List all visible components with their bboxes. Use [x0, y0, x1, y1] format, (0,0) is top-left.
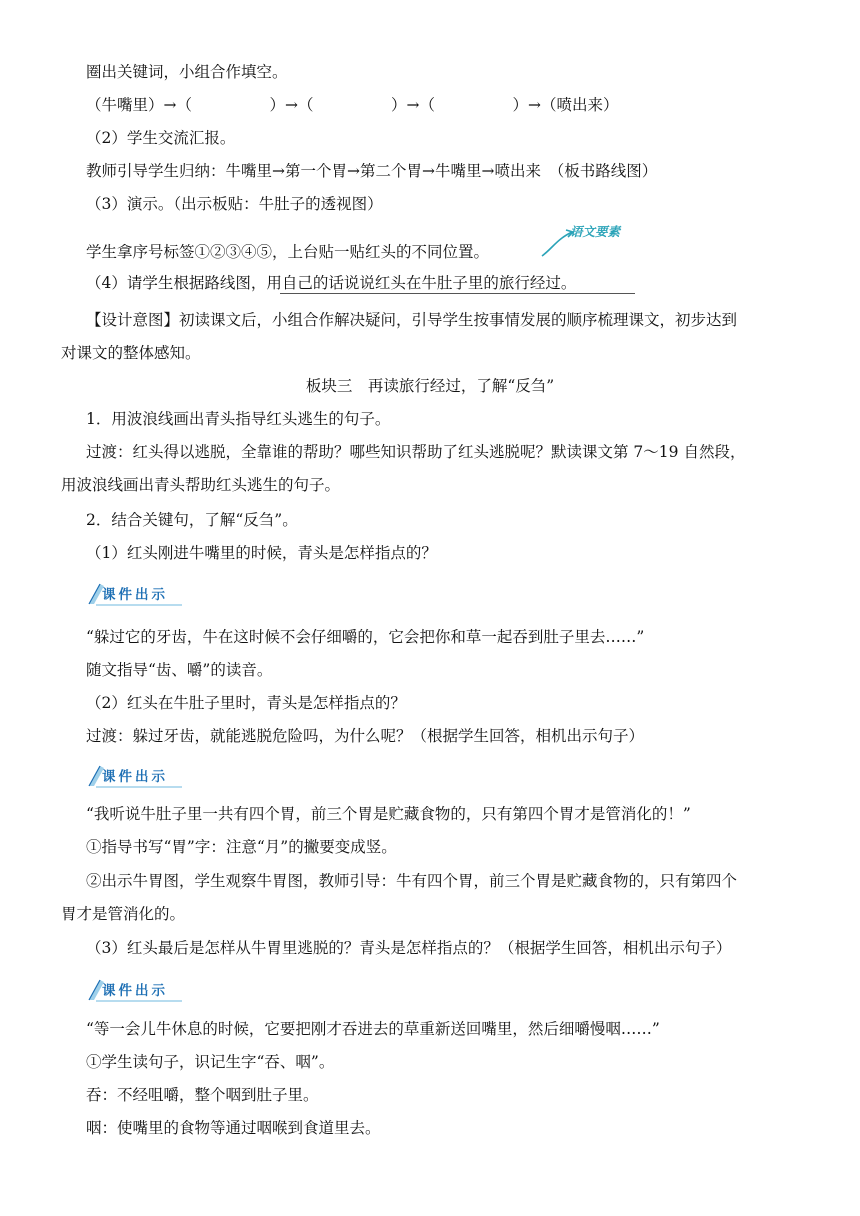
badge-label: 课件出示: [102, 587, 168, 603]
text-line: （4）请学生根据路线图，用自己的话说说红头在牛肚子里的旅行经过。: [86, 274, 577, 292]
text-line: 胃才是管消化的。: [61, 905, 186, 923]
underline: [280, 293, 635, 294]
quote-line: “等一会儿牛休息的时候，它要把刚才吞进去的草重新送回嘴里，然后细嚼慢咽……”: [86, 1020, 660, 1038]
text-line: （2）红头在牛肚子里时，青头是怎样指点的？: [86, 694, 406, 712]
text-line: 咽：使嘴里的食物等通过咽喉到食道里去。: [86, 1119, 381, 1137]
section-heading: 板块三 再读旅行经过，了解“反刍”: [305, 377, 555, 395]
courseware-badge: [86, 976, 196, 1002]
text-line: （3）演示。（出示板贴：牛肚子的透视图）: [86, 195, 383, 213]
text-line: 1．用波浪线画出青头指导红头逃生的句子。: [86, 410, 391, 428]
text-line: 随文指导“齿、嚼”的读音。: [86, 661, 273, 679]
quote-line: “躲过它的牙齿，牛在这时候不会仔细嚼的，它会把你和草一起吞到肚子里去……”: [86, 628, 645, 646]
courseware-badge: [86, 762, 196, 788]
text-line: 学生拿序号标签①②③④⑤，上台贴一贴红头的不同位置。: [86, 243, 490, 261]
text-line: 用波浪线画出青头帮助红头逃生的句子。: [61, 476, 341, 494]
text-line: 吞：不经咀嚼，整个咽到肚子里。: [86, 1086, 319, 1104]
text-line: （3）红头最后是怎样从牛胃里逃脱的？青头是怎样指点的？（根据学生回答，相机出示句子）: [86, 939, 732, 957]
route-blanks: （牛嘴里）→（ ）→（ ）→（ ）→（喷出来）: [86, 96, 619, 114]
badge-label: 课件出示: [102, 769, 168, 785]
quote-line: “我听说牛肚子里一共有四个胃，前三个胃是贮藏食物的，只有第四个胃才是管消化的！”: [86, 805, 691, 823]
badge-label: 课件出示: [102, 983, 168, 999]
courseware-badge: [86, 580, 196, 606]
design-intent: 【设计意图】初读课文后，小组合作解决疑问，引导学生按事情发展的顺序梳理课文，初步达到: [86, 311, 738, 329]
text-line: 教师引导学生归纳：牛嘴里→第一个胃→第二个胃→牛嘴里→喷出来 （板书路线图）: [86, 162, 658, 180]
margin-tag: [540, 222, 650, 262]
text-line: ①学生读句子，识记生字“吞、咽”。: [86, 1053, 335, 1071]
text-line: 对课文的整体感知。: [61, 344, 201, 362]
text-line: （2）学生交流汇报。: [86, 129, 236, 147]
text-line: 2．结合关键句，了解“反刍”。: [86, 511, 298, 529]
text-line: 过渡：躲过牙齿，就能逃脱危险吗，为什么呢？（根据学生回答，相机出示句子）: [86, 727, 645, 745]
text-line: 圈出关键词，小组合作填空。: [86, 63, 288, 81]
text-line: ①指导书写“胃”字：注意“月”的撇要变成竖。: [86, 838, 397, 856]
text-line: 过渡：红头得以逃脱，全靠谁的帮助？哪些知识帮助了红头逃脱呢？默读课文第 7～19 自然段，: [86, 443, 746, 461]
text-line: ②出示牛胃图，学生观察牛胃图，教师引导：牛有四个胃，前三个胃是贮藏食物的，只有第四个: [86, 872, 738, 890]
text-line: （1）红头刚进牛嘴里的时候，青头是怎样指点的？: [86, 544, 437, 562]
margin-tag-label: 语文要素: [570, 224, 621, 239]
